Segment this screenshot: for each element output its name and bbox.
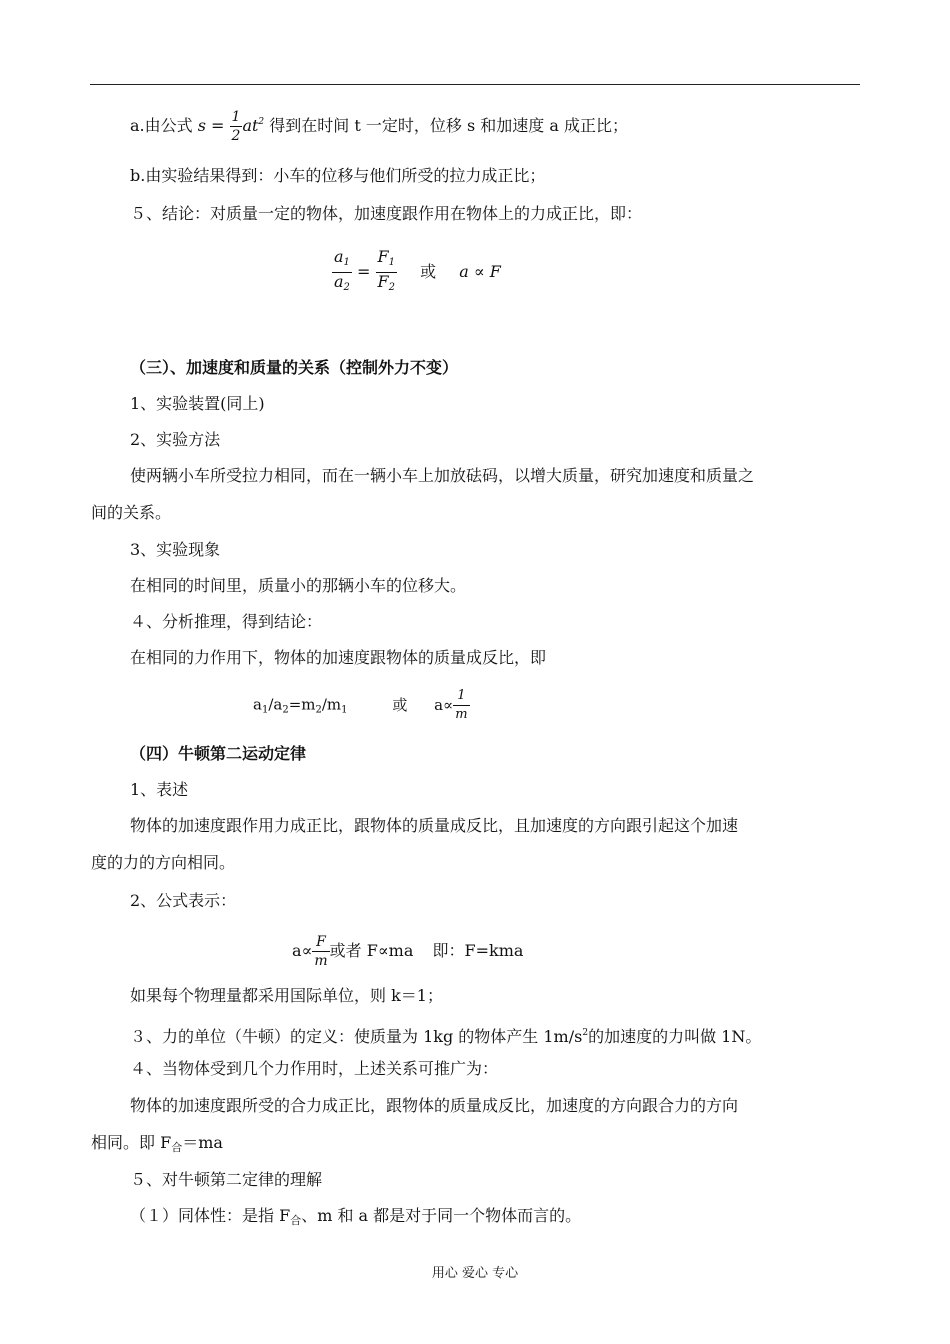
understanding-1 [130,1206,581,1231]
formula-ratio-force [332,248,501,297]
formula-s-sup: 2 [258,117,265,127]
section-heading-4: （四）牛顿第二运动定律 [130,744,307,763]
law-statement-2: 度的力的方向相同。 [91,853,236,872]
item-2: 2、实验方法 [130,430,221,449]
F2-sub: 2 [388,282,395,293]
header-rule [90,84,860,85]
item-3-tail: 的加速度的力叫做 1N。 [588,1027,762,1046]
paragraph-method-1: 使两辆小车所受拉力相同，而在一辆小车上加放砝码，以增大质量，研究加速度和质量之 [130,466,755,485]
formula-ratio-mass [253,687,470,724]
a2-sub: 2 [282,704,289,716]
frac-num: 1 [453,687,469,706]
F1: F [377,247,389,266]
formula-s-lhs: s = [197,116,225,135]
item-3-text: ３、力的单位（牛顿）的定义：使质量为 1kg 的物体产生 1m/s [130,1027,583,1046]
frac-num: 1 [231,109,241,125]
fraction-one-half [230,108,243,145]
general-statement-1: 物体的加速度跟所受的合力成正比，跟物体的质量成反比，加速度的方向跟合力的方向 [130,1096,739,1115]
paragraph-method-2: 间的关系。 [91,503,172,522]
proportional-sign: a∝ [434,695,454,714]
a1: a [253,695,262,714]
si-units-note: 如果每个物理量都采用国际单位，则 k＝1； [130,986,443,1005]
formula-newton [292,933,523,970]
understanding-pre: （１）同体性：是指 F [130,1206,291,1225]
proportional-a-F: a ∝ F [459,262,501,281]
law-item-4: ４、当物体受到几个力作用时，上述关系可推广为： [130,1059,499,1078]
a1-sub: 1 [343,257,350,268]
m2: =m [288,695,316,714]
frac-num: F [312,933,329,952]
formula-tail: 即：F=kma [432,941,524,960]
section-heading-3: （三）、加速度和质量的关系（控制外力不变） [130,358,459,377]
formula-s [197,109,270,144]
conclusion-5: ５、结论：对质量一定的物体，加速度跟作用在物体上的力成正比，即： [130,204,643,223]
F1-sub: 1 [388,257,395,268]
equals: = [357,262,371,281]
formula-s-rhs: at [242,116,259,135]
law-item-2: 2、公式表示： [130,891,237,910]
or-word: 或 [420,262,437,281]
law-statement-1: 物体的加速度跟作用力成正比，跟物体的质量成反比，且加速度的方向跟引起这个加速 [130,816,739,835]
a2: a [334,272,344,291]
proportional-sign: a∝ [292,941,313,960]
paragraph-phenomenon: 在相同的时间里，质量小的那辆小车的位移大。 [130,576,467,595]
a2-sub: 2 [343,282,350,293]
frac-den: m [455,707,468,722]
subscript-he: 合 [290,1214,302,1227]
frac-den: m [314,953,328,969]
frac-F1-F2 [376,248,397,297]
understanding-post: 、m 和 a 都是对于同一个物体而言的。 [301,1206,582,1225]
line-a-suffix: 得到在时间 t 一定时，位移 s 和加速度 a 成正比； [269,116,628,135]
frac-F-over-m [312,933,329,970]
item-3: 3、实验现象 [130,540,221,559]
subscript-he: 合 [171,1141,183,1154]
general-statement-2 [91,1133,223,1158]
m1: /m [321,695,342,714]
frac-a1-a2 [332,248,352,297]
or-word: 或 [392,695,408,714]
a2: /a [268,695,283,714]
frac-den: 2 [231,128,241,144]
text-line-a [130,108,628,145]
item-1: 1、实验装置(同上) [130,394,265,413]
item-4: ４、分析推理，得到结论： [130,612,323,631]
F2: F [377,272,389,291]
m2-sub: 2 [315,704,322,716]
line-a-prefix: a.由公式 [130,116,193,135]
statement-pre: 相同。即 F [91,1133,172,1152]
law-item-1: 1、表述 [130,780,189,799]
a1: a [334,247,344,266]
statement-post: ＝ma [182,1133,223,1152]
law-item-5: ５、对牛顿第二定律的理解 [130,1170,323,1189]
page-footer: 用心 爱心 专心 [431,1266,519,1281]
paragraph-conclusion: 在相同的力作用下，物体的加速度跟物体的质量成反比，即 [130,648,547,667]
frac-one-over-m [453,687,469,724]
m1-sub: 1 [341,704,348,716]
text-line-b: b.由实验结果得到：小车的位移与他们所受的拉力成正比； [130,166,546,185]
law-item-3 [130,1023,761,1047]
formula-mid: 或者 F∝ma [329,941,414,960]
item-3-sup: 2 [582,1028,589,1038]
a1-sub: 1 [261,704,269,716]
